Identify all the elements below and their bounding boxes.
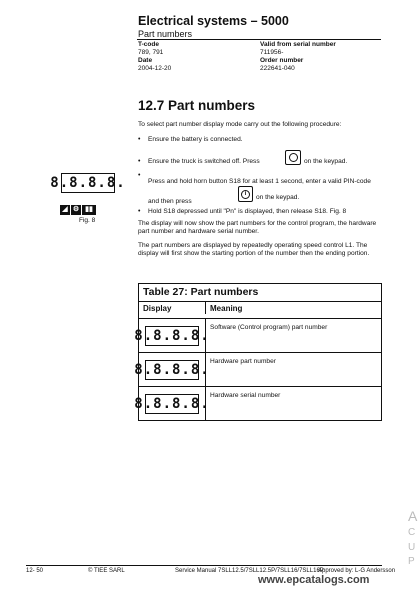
fig8-display (50, 173, 126, 193)
page-number: 12- 50 (26, 568, 44, 574)
step-switch-off-suffix: on the keypad. (304, 158, 348, 165)
valid-serial-label: Valid from serial number (260, 41, 336, 48)
section-title: 12.7 Part numbers (138, 98, 256, 113)
paragraph-display: The display will now show the part numbers for the control program, the hardware part number and hardware serial number. (138, 220, 377, 236)
step-battery: Ensure the battery is connected. (148, 136, 243, 143)
display-digits: 8.8.8.8. (50, 175, 126, 191)
display-digits: 8.8.8.8. (134, 361, 210, 378)
display-cell (134, 326, 210, 346)
fig8-key-1-icon: ◢ (60, 205, 70, 215)
figure-caption: Fig. 8 (79, 217, 96, 224)
display-digits: 8.8.8.8. (134, 395, 210, 412)
column-header-meaning: Meaning (210, 304, 243, 313)
column-header-display: Display (139, 302, 206, 314)
approved-by: Approved by: L-G Andersson (318, 568, 396, 574)
meaning-cell: Hardware serial number (210, 392, 281, 399)
table-row (134, 353, 381, 387)
edge-glyph: P (408, 556, 415, 567)
order-number-label: Order number (260, 57, 304, 64)
date-value: 2004-12-20 (138, 65, 172, 72)
date-label: Date (138, 57, 153, 64)
fig8-key-3-icon: ▮▮ (82, 205, 96, 215)
meaning-cell: Hardware part number (210, 358, 276, 365)
fig8-key-2-icon: ⚙ (72, 206, 80, 213)
t-code-value: 789, 791 (138, 49, 164, 56)
valid-serial-value: 711956- (260, 49, 284, 56)
copyright: © TIEE SARL (88, 568, 125, 574)
t-code-label: T-code (138, 41, 159, 48)
table-title: Table 27: Part numbers (139, 284, 381, 302)
document-title: Electrical systems – 5000 (138, 14, 289, 28)
paragraph-speed-control: The part numbers are displayed by repeatedly operating speed control L1. The display will first show the starting portion of the number then the ending portion. (138, 242, 370, 258)
table-header-row (139, 302, 381, 319)
bullet-marker: • (138, 208, 141, 215)
document-subtitle: Part numbers (138, 29, 193, 39)
order-number-value: 222641-040 (260, 65, 295, 72)
part-numbers-table (134, 283, 382, 421)
footer-divider (26, 565, 382, 566)
power-key-icon (285, 150, 301, 165)
bullet-marker: • (138, 172, 141, 179)
display-digits: 8.8.8.8. (134, 327, 210, 344)
edge-glyph: C (408, 527, 416, 538)
watermark-link[interactable]: www.epcatalogs.com (258, 574, 370, 586)
bullet-marker: • (138, 136, 141, 143)
info-key-icon: i (238, 186, 253, 202)
bullet-marker: • (138, 158, 141, 165)
edge-glyph: A (408, 508, 418, 524)
step-pin-code: Press and hold horn button S18 for at least 1 second, enter a valid PIN-code and then press (148, 178, 371, 205)
edge-glyph: U (408, 542, 416, 553)
fig8-key-row (60, 205, 96, 215)
table-row (134, 387, 381, 420)
step-pin-code-suffix: on the keypad. (256, 194, 300, 201)
display-cell (134, 360, 210, 380)
manual-title: Service Manual 7SLL12.5/7SLL12.5P/7SLL16/7SLL16P (175, 568, 324, 574)
step-switch-off: Ensure the truck is switched off. Press (148, 158, 260, 165)
meaning-cell: Software (Control program) part number (210, 324, 328, 331)
intro-text: To select part number display mode carry out the following procedure: (138, 121, 342, 128)
header-divider (137, 39, 381, 40)
step-hold-s18: Hold S18 depressed until "Pn" is displayed, then release S18. Fig. 8 (148, 208, 347, 215)
table-row (134, 319, 381, 353)
display-cell (134, 394, 210, 414)
